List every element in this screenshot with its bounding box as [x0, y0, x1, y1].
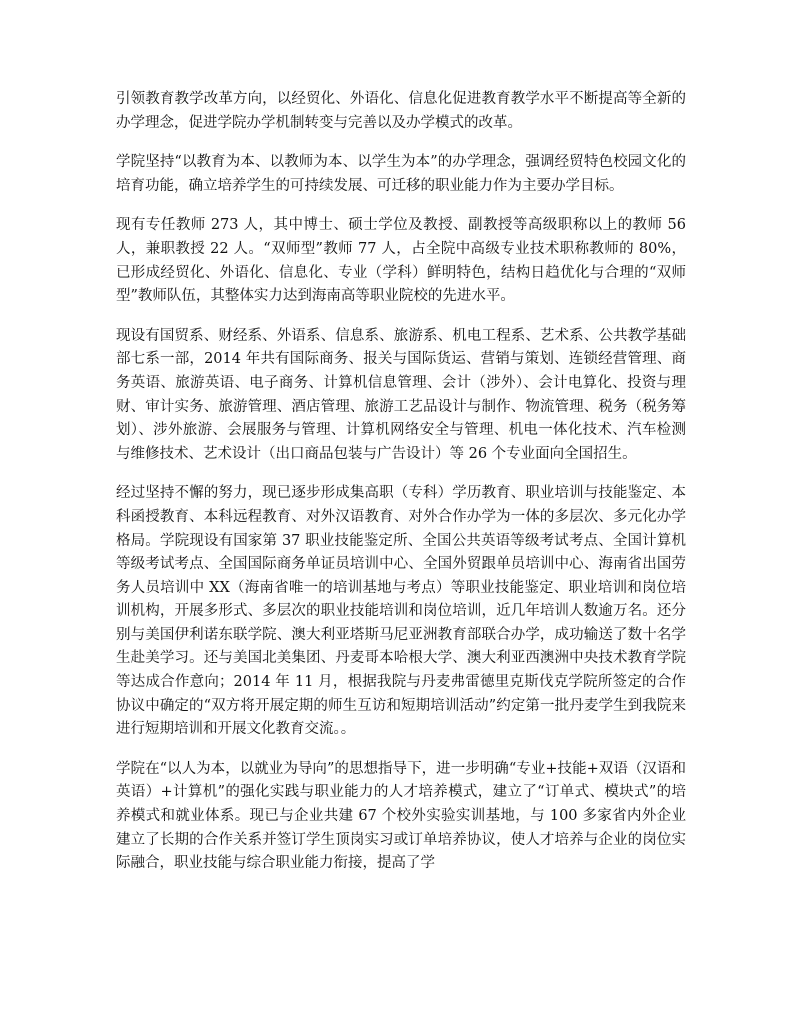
- paragraph-school-philosophy: 学院坚持“以教育为本、以教师为本、以学生为本”的办学理念，强调经贸特色校园文化的培育功能，确立培养学生的可持续发展、可迁移的职业能力作为主要办学目标。: [116, 154, 686, 194]
- paragraph-departments-majors: 现设有国贸系、财经系、外语系、信息系、旅游系、机电工程系、艺术系、公共教学基础部七系一部，2014 年共有国际商务、报关与国际货运、营销与策划、连锁经营管理、商务英语、旅游英语、电子商务、计算机信息管理、会计（涉外）、会计电算化、投资与理财、审计实务、旅游管理、酒店管理、旅游工艺品设计与制作、物流管理、税务（税务筹划）、涉外旅游、会展服务与管理、计算机网络安全与管理、机电一体化技术、汽车检测与维修技术、艺术设计（出口商品包装与广告设计）等 26 个专业面向全国招生。: [116, 327, 686, 462]
- paragraph-employment-model: 学院在“以人为本，以就业为导向”的思想指导下，进一步明确“专业+技能+双语（汉语和英语）+计算机”的强化实践与职业能力的人才培养模式，建立了“订单式、模块式”的培养模式和就业体系。现已与企业共建 67 个校外实验实训基地，与 100 多家省内外企业建立了长期的合作关系并签订学生顶岗实习或订单培养协议，使人才培养与企业的岗位实际融合，职业技能与综合职业能力衔接，提高了学: [116, 760, 686, 872]
- paragraph-teaching-reform: 引领教育教学改革方向，以经贸化、外语化、信息化促进教育教学水平不断提高等全新的办学理念，促进学院办学机制转变与完善以及办学模式的改革。: [116, 91, 686, 131]
- document-body: [116, 88, 686, 892]
- paragraph-faculty: 现有专任教师 273 人，其中博士、硕士学位及教授、副教授等高级职称以上的教师 56 人，兼职教授 22 人。“双师型”教师 77 人，占全院中高级专业技术职称教师的 80%，已形成经贸化、外语化、信息化、专业（学科）鲜明特色，结构日趋优化与合理的“双师型”教师队伍，其整体实力达到海南高等职业院校的先进水平。: [116, 217, 686, 305]
- paragraph-training-cooperation: 经过坚持不懈的努力，现已逐步形成集高职（专科）学历教育、职业培训与技能鉴定、本科函授教育、本科远程教育、对外汉语教育、对外合作办学为一体的多层次、多元化办学格局。学院现设有国家第 37 职业技能鉴定所、全国公共英语等级考试考点、全国计算机等级考试考点、全国国际商务单证员培训中心、全国外贸跟单员培训中心、海南省出国劳务人员培训中 XX（海南省唯一的培训基地与考点）等职业技能鉴定、职业培训和岗位培训机构，开展多形式、多层次的职业技能培训和岗位培训，近几年培训人数逾万名。还分别与美国伊利诺东联学院、澳大利亚塔斯马尼亚洲教育部联合办学，成功输送了数十名学生赴美学习。还与美国北美集团、丹麦哥本哈根大学、澳大利亚西澳洲中央技术教育学院等达成合作意向；2014 年 11 月，根据我院与丹麦弗雷德里克斯伐克学院所签定的合作协议中确定的“双方将开展定期的师生互访和短期培训活动”约定第一批丹麦学生到我院来进行短期培训和开展文化教育交流。。: [116, 485, 686, 738]
